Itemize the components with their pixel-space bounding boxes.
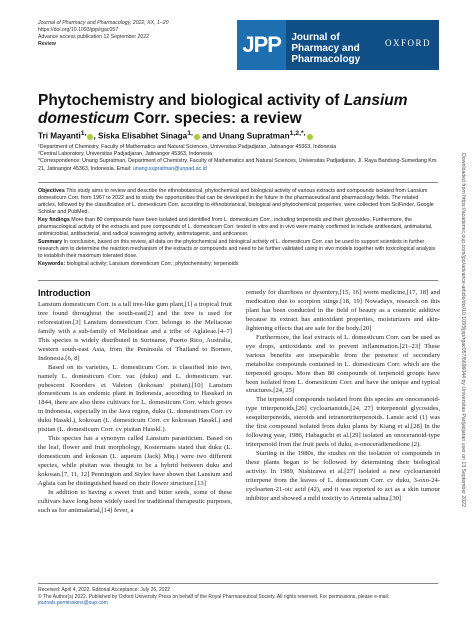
- paragraph: This species has a synonym called Lansium parasiticum. Based on the leaf, flower and fruit morphology, Kostermans stated that duku (L. domesticum and kokosan (L. aqueum (Jack) Miq.) were two different species, while pisitan was thought to be a hybrid between duku and kokosan.[7, 11, 12] Pennington and Styles have shown that Lansium and Aglaia can be distinguished based on their flower structure.[13]: [38, 435, 232, 488]
- author-sup: 1,: [80, 130, 87, 137]
- correspondence: [38, 158, 438, 172]
- article-meta: [38, 20, 169, 48]
- orcid-icon[interactable]: [87, 134, 93, 140]
- objectives-label: Objectives: [38, 188, 65, 194]
- journal-citation: Journal of Pharmacy and Pharmacology, 2022, XX, 1–20: [38, 20, 169, 26]
- keywords-label: Keywords:: [38, 261, 66, 267]
- findings-text: More than 80 compounds have been isolated and identified from L. domesticum Corr., including terpenoids and their glycosides. Furthermore, the pharmacological activity of the extracts and pure compounds of L. domesticum Corr. tested in vitro and in vivo were mainly confirmed to include antifeedant, antimalarial, antimicrobial, antibacterial, and radical scavenging activity, antimutagenic, and anticancer.: [38, 217, 433, 237]
- objectives-text: This study aims to review and describe the ethnobotanical, phytochemical and biological activity of various extracts and compounds isolated from Lansium domesticum Corr. from 1967 to 2022 and to study the opportunities that can be developed in the future in the pharmaceutical and pharmacology fields. The related articles, followed by the classification of L. domesticum Corr. according to ethnobotanical, biological and phytochemical properties, were collected from SciFinder, Google Scholar and PubMed.: [38, 188, 434, 215]
- jpp-mark: JPP: [237, 20, 286, 70]
- author-name[interactable]: Siska Elisabhet Sinaga: [98, 131, 188, 141]
- author-name[interactable]: Unang Supratman: [219, 131, 290, 141]
- download-note: Downloaded from https://academic.oup.com/jpp/advance-article/doi/10.1093/jpp/rgac057/6696044 by Universitas Padjadjaran user on 13 September 2022: [460, 153, 466, 507]
- findings-label: Key findings: [38, 217, 70, 223]
- paragraph: Starting in the 1980s, the studies on the isolation of compounds in these plants began to be followed by determining their biological activity. In 1989, Nishizawa et al.[27] isolated a new cycloartanoid triterpene from the leaves of L. domesticum Corr. cv duku, 3-oxo-24-cycloarten-21-oic acid (42), and it was reported to act as a skin tumour inhibitor and showed a mild toxicity to Artemia salina.[30]: [246, 450, 440, 502]
- author-list: Tri Mayanti$^{1,}$ , Siska Elisabhet Sinaga$^{1,}$ and Unang Supratman$^{1,2,*,}$: [38, 130, 313, 141]
- affiliation-1: ¹Department of Chemistry, Faculty of Mathematics and Natural Sciences, Universitas Padjadjaran, Jatinangor 45363, Indonesia: [38, 144, 337, 150]
- paragraph: The terpenoid compounds isolated from this species are onoceranoid-type triterpenoids,[26] cycloartanoids,[24, 27] triterpenoid glycosides, sesquiterpenoids, steroids and tetranortriterpenoids. Lansic acid (1) was the first compound isolated from duku plants by Kiang et al.[28] In the following year, 1986, Habaguchi et al.[29] isolated an onoceranoid-type triterpenoid from the fruit peels of duku, α-onoceradienedione (2).: [246, 396, 440, 449]
- summary-label: Summary: [38, 239, 63, 245]
- copyright-text: © The Author(s) 2022. Published by Oxford University Press on behalf of the Royal Pharmaceutical Society. All rights reserved. For permissions, please: [38, 593, 373, 600]
- abstract-findings: [38, 217, 438, 238]
- summary-text: In conclusion, based on this review, all data on the phytochemical and biological activity of L. domesticum Corr. can be used to support scientists in further research aim to determine the reaction mechanism of the extracts or compounds and need to be further validated using in vivo models together with toxicological analysis to establish their maximum tolerated dose.: [38, 239, 436, 259]
- received-dates: Received: April 4, 2022. Editorial Acceptance: July 26, 2022: [38, 587, 171, 593]
- journal-logo: [237, 20, 439, 70]
- paragraph: remedy for diarrhoea or dysentery,[15, 16] worm medicine,[17, 18] and medication due to scorpion stings.[18, 19] Nowadays, research on this plant has been conducted in the field of beauty as a cosmetic additive because its extract has antioxidant properties, moisturizers and skin-lightening effects that are safe for the body.[20]: [246, 289, 440, 332]
- journal-name: Journal of Pharmacy and Pharmacology: [291, 32, 361, 65]
- page-footer: [38, 587, 438, 607]
- affiliations: [38, 144, 438, 173]
- keywords-text: biological activity; Lansium domesticum Corr.; phytochemistry; terpenoids: [66, 261, 239, 267]
- abstract: [38, 188, 438, 269]
- publisher-logo: OXFORD: [384, 38, 431, 48]
- paragraph: Based on its varieties, L. domesticum Corr. is classified into two, namely L. domesticum Corr. var. (duku) and L. domesticum var. pubescent Koorders et Valeton (kokosan/ pisitan).[10] Lansium domesticum is an endemic plant in Indonesia, according to Hasskarl in 1844, there are also three cultivars for L. domesticum Corr. which grows in Indonesia, especially in the Java region, duku (L. domesticum Corr. cv duku Hasskl.), kokosan (L. domesticum Corr. cv kokossan Hasskl.) and pisitan (L. domesticum Corr. cv pisitan Hasskl.).: [38, 363, 232, 434]
- divider: [38, 280, 438, 281]
- email-prefix: e-mail:: [374, 593, 390, 600]
- affiliation-2: ²Central Laboratory, Universitas Padjadjaran, Jatinangor 45363, Indonesia: [38, 151, 212, 158]
- orcid-icon[interactable]: [194, 134, 200, 140]
- section-heading: Introduction: [38, 288, 91, 298]
- section-label: Review: [38, 41, 56, 47]
- title-species: Lansium domesticum: [38, 92, 408, 127]
- doi-link[interactable]: https://doi.org/10.1093/jpp/rgac057: [38, 27, 119, 33]
- keywords: [38, 261, 438, 268]
- orcid-icon[interactable]: [307, 134, 313, 140]
- paragraph: Furthermore, the leaf extracts of L. domesticum Corr. can be used as eye drops, antioxidants and to prevent inflammation.[21–23] These various benefits are inseparable from the presence of secondary metabolite compounds contained in L. domesticum Corr. which are the terpenoid groups. More than 80 compounds of terpenoid groups have been isolated from L. domesticum Corr. and have the unique and typical structures.[24, 25]: [246, 333, 440, 395]
- advance-access: Advance access publication 12 September 2022: [38, 34, 150, 40]
- divider: [38, 182, 438, 183]
- correspondence-text: *Correspondence: Unang Supratman, Department of Chemistry, Faculty of Mathematics and Natural Sciences, Universitas Padjadjaran, Jl. Raya Bandung-Sumedang Km. 21, Jatinangor 45363, Indonesia. Email:: [38, 158, 438, 172]
- author-name[interactable]: Tri Mayanti: [38, 131, 81, 141]
- body-column-right: [246, 289, 440, 504]
- paragraph: In addition to having a sweet fruit and bitter seeds, some of these cultivars have long been widely used for traditional therapeutic purposes, such as for antimalarial,[14] fever, a: [38, 488, 232, 514]
- title-main: Phytochemistry and biological activity of: [38, 92, 340, 109]
- correspondence-email[interactable]: unang.supratman@unpad.ac.id: [132, 165, 207, 172]
- paragraph: Lansium domesticum Corr. is a tall tree-like gum plant,[1] a tropical fruit tree found throughout the south-east[2] and the tree is used for reforestation.[3] Lansium domesticum Corr. belongs to the Meliaceae family with a sub-family of Melioideae and a tribe of Aglaieae.[4–7] This species is widely distributed in Suriname, Puerto Rico, Australia, western south-east Asia, from the Peninsula of Thailand to Borneo, Indonesia.[6, 8]: [38, 300, 232, 362]
- download-watermark: [458, 100, 468, 560]
- body-column-left: [38, 289, 232, 516]
- divider: [38, 583, 438, 584]
- abstract-summary: [38, 239, 438, 260]
- author-sup: 1,2,*,: [289, 130, 306, 137]
- author-sup: 1,: [187, 130, 193, 137]
- permissions-email[interactable]: journals.permissions@oup.com: [38, 600, 108, 607]
- copyright-notice: [38, 594, 438, 607]
- title-tail: Corr. species: a review: [133, 110, 302, 127]
- article-title: [38, 92, 438, 128]
- abstract-objectives: [38, 188, 438, 216]
